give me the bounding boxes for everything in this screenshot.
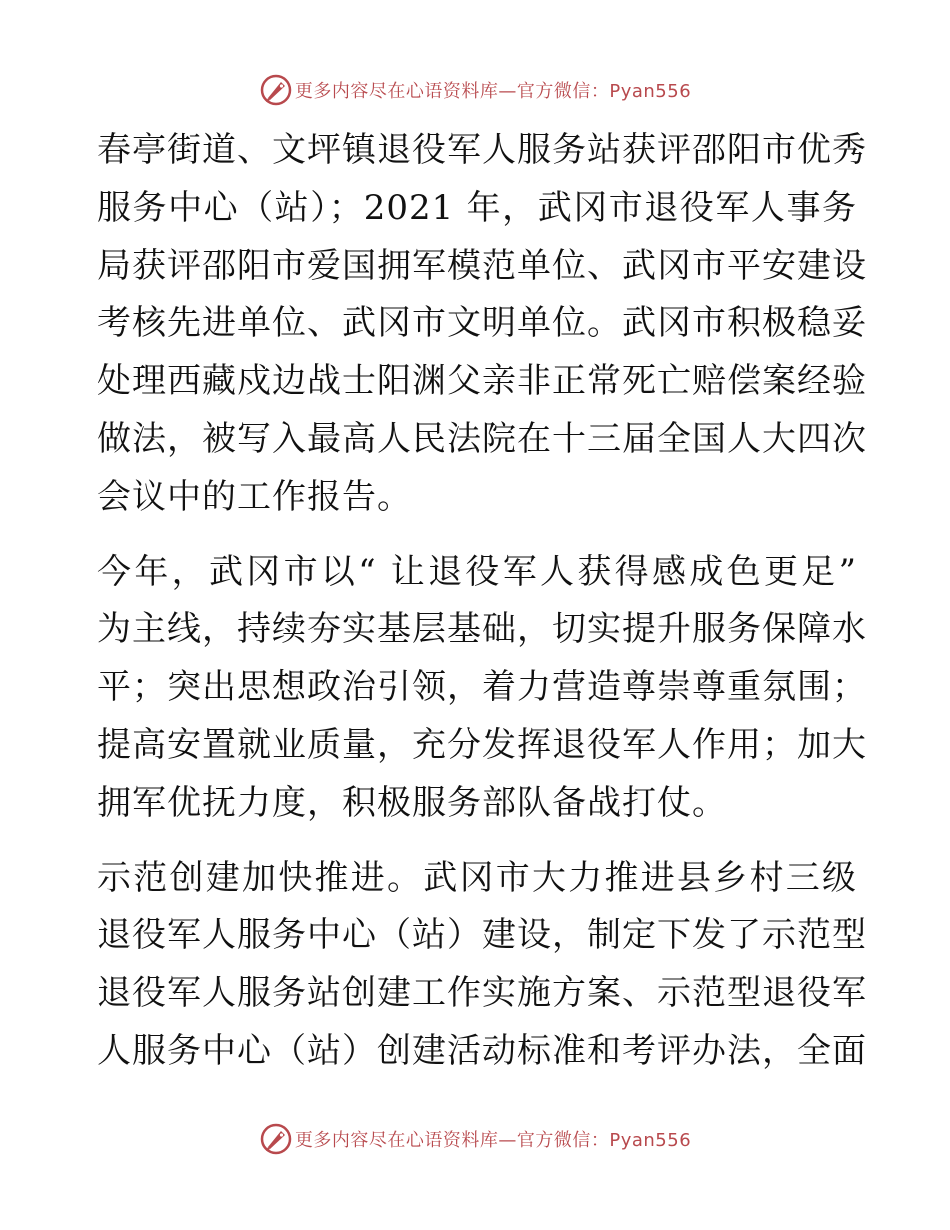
banner-text: 更多内容尽在心语资料库—官方微信：Pyan556 <box>294 81 692 102</box>
text-line: 春亭街道、文坪镇退役军人服务站获评邵阳市优秀 <box>97 130 867 170</box>
paragraph <box>97 544 867 833</box>
text-line: 做法，被写入最高人民法院在十三届全国人大四次 <box>97 418 867 459</box>
footer-banner <box>0 1119 950 1159</box>
header-banner <box>0 70 950 110</box>
text-line: 局获评邵阳市爱国拥军模范单位、武冈市平安建设 <box>97 245 867 286</box>
text-line: 退役军人服务中心（站）建设，制定下发了示范型 <box>97 915 867 956</box>
text-line: 今年，武冈市以“ 让退役军人获得感成色更足” <box>97 551 857 592</box>
pen-nib-logo-icon <box>259 73 293 107</box>
paragraph <box>97 850 867 1081</box>
text-line: 平；突出思想政治引领，着力营造尊崇尊重氛围； <box>97 667 867 708</box>
pen-nib-logo-icon <box>259 1122 293 1156</box>
paragraph <box>97 122 867 527</box>
text-line: 退役军人服务站创建工作实施方案、示范型退役军 <box>97 973 867 1014</box>
text-line: 提高安置就业质量，充分发挥退役军人作用；加大 <box>97 724 867 765</box>
document-body <box>97 122 867 1081</box>
text-line: 拥军优抚力度，积极服务部队备战打仗。 <box>97 782 727 823</box>
text-line: 会议中的工作报告。 <box>97 476 412 517</box>
banner-text: 更多内容尽在心语资料库—官方微信：Pyan556 <box>294 1130 692 1151</box>
text-line: 处理西藏戍边战士阳渊父亲非正常死亡赔偿案经验 <box>97 361 867 402</box>
text-line: 考核先进单位、武冈市文明单位。武冈市积极稳妥 <box>97 303 867 344</box>
text-line: 服务中心（站）；2021 年，武冈市退役军人事务 <box>97 187 857 228</box>
text-line: 示范创建加快推进。武冈市大力推进县乡村三级 <box>97 857 857 898</box>
text-line: 人服务中心（站）创建活动标准和考评办法，全面 <box>97 1030 867 1071</box>
text-line: 为主线，持续夯实基层基础，切实提升服务保障水 <box>97 609 867 650</box>
